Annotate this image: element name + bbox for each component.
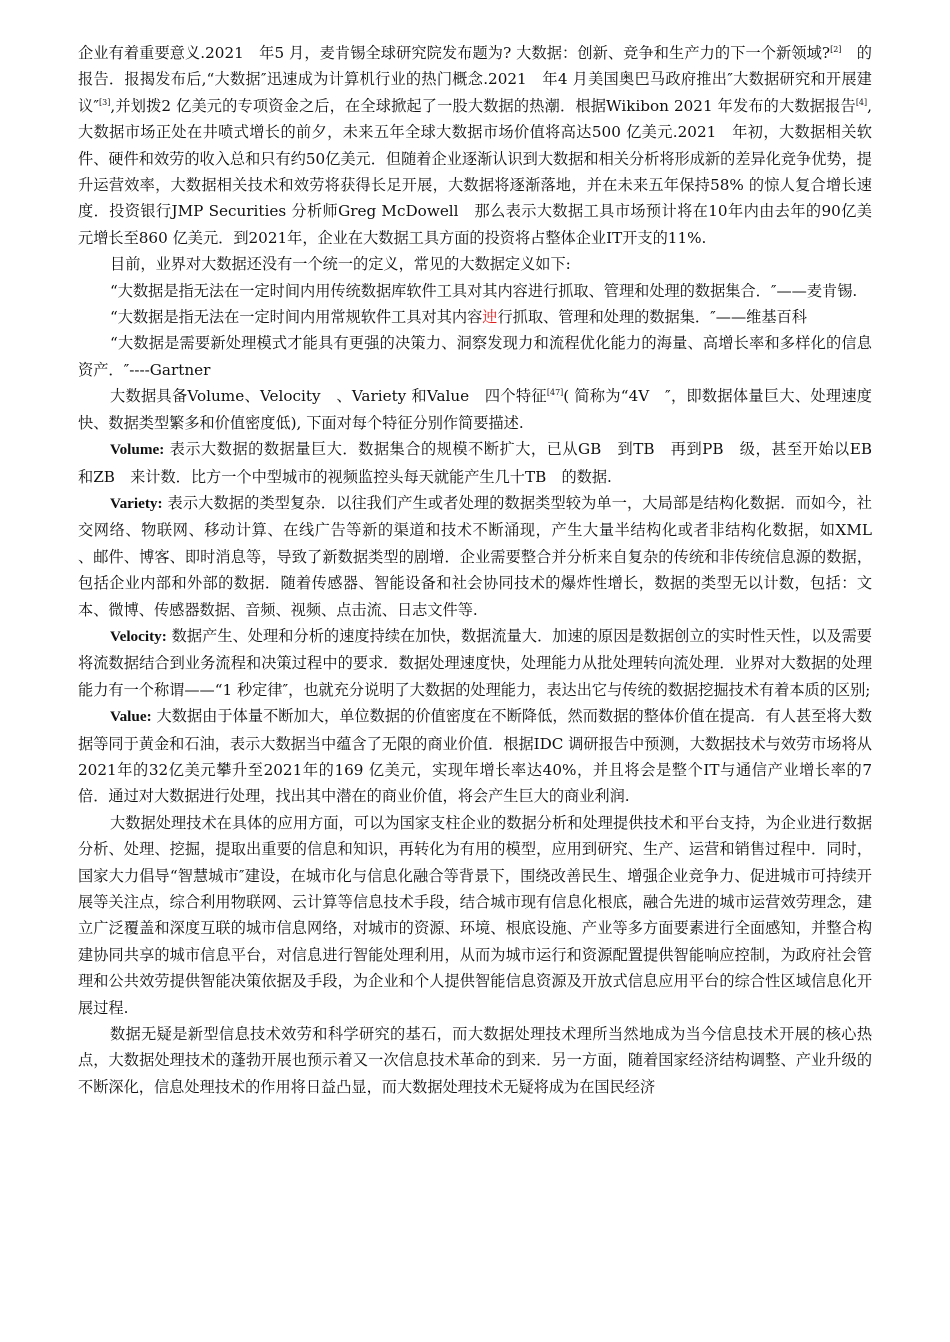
paragraph-velocity [78,623,872,703]
text-run: “大数据是指无法在一定时间内用常规软件工具对其内容 [110,308,483,327]
citation-ref[interactable]: [2] [830,44,842,54]
highlighted-char: 迚 [482,308,498,327]
quote-mckinsey: “大数据是指无法在一定时间内用传统数据库软件工具对其内容进行抓取、管理和处理的数据集合．″——麦肯锡. [110,281,858,300]
citation-ref[interactable]: [4] [855,97,868,107]
term-label: Velocity: [110,627,167,645]
paragraph-variety [78,490,888,623]
paragraph-definitions-intro: 目前，业界对大数据还没有一个统一的定义，常见的大数据定义如下: [110,255,571,274]
paragraph-applications: 大数据处理技术在具体的应用方面，可以为国家支柱企业的数据分析和处理提供技术和平台支持，为企业进行数据分析、处理、挖掘，提取出重要的信息和知识，再转化为有用的模型，应用到研究、生产、运营和销售过程中．同时，国家大力倡导“智慧城市″建设，在城市化与信息化融合等背景下，围绕改善民生、增强企业竞争力、促进城市可持续开展等关注点，综合利用物联网、云计算等信息技术手段，结合城市现有信息化根底，融合先进的城市运营效劳理念，建立广泛覆盖和深度互联的城市信息网络，对城市的资源、环境、根底设施、产业等多方面要素进行全面感知，并整合构建协同共享的城市信息平台，对信息进行智能处理利用，从而为城市运行和资源配置提供智能响应控制，为政府社会管理和公共效劳提供智能决策依据及手段，为企业和个人提供智能信息资源及开放式信息应用平台的综合性区域信息化开展过程. [78,813,872,1017]
paragraph-market-intro [78,40,872,251]
term-label: Variety: [110,494,163,512]
text-run: ,并划拨2 亿美元的专项资金之后，在全球掀起了一股大数据的热潮．根据Wikibon 2021 年发布的大数据报告 [110,96,856,115]
text-run: 大数据具备Volume、Velocity 、Variety 和Value 四个特征 [110,387,547,406]
text-run: 表示大数据的数据量巨大．数据集合的规模不断扩大，已从GB 到TB 再到PB 级，甚至开始以EB 和ZB 来计数．比方一个中型城市的视频监控头每天就能产生几十TB 的数据. [78,440,888,486]
paragraph-value [78,703,872,810]
citation-ref[interactable]: [3] [99,97,111,107]
document-page [78,40,888,1100]
quote-gartner: “大数据是需要新处理模式才能具有更强的决策力、洞察发现力和流程优化能力的海量、高增长率和多样化的信息资产．″----Gartner [78,334,872,379]
quote-wikipedia [78,304,872,330]
text-run: 行抓取、管理和处理的数据集．″——维基百科 [497,308,807,327]
term-label: Volume: [110,441,165,459]
paragraph-volume [78,436,888,490]
term-label: Value: [110,708,152,726]
text-run: ,大数据市场正处在井喷式增长的前夕，未来五年全球大数据市场价值将高达500 亿美元.2021 年初，大数据相关软件、硬件和效劳的收入总和只有约50亿美元．但随着企业逐渐认识到大数据和相关分析将形成新的差异化竞争优势，提升运营效率，大数据相关技术和效劳将获得长足开展，大数据将逐渐落地，并在未来五年保持58% 的惊人复合增长速度．投资银行JMP Securities 分析师Greg McDowell 那么表示大数据工具市场预计将在10年内由去年的90亿美元增长至860 亿美元．到2021年，企业在大数据工具方面的投资将占整体企业IT开支的11%. [78,96,872,247]
paragraph-significance: 数据无疑是新型信息技术效劳和科学研究的基石，而大数据处理技术理所当然地成为当今信息技术开展的核心热点，大数据处理技术的蓬勃开展也预示着又一次信息技术革命的到来．另一方面，随着国家经济结构调整、产业升级的不断深化，信息处理技术的作用将日益凸显，而大数据处理技术无疑将成为在国民经济 [78,1025,872,1096]
text-run: 数据产生、处理和分析的速度持续在加快，数据流量大．加速的原因是数据创立的实时性天性，以及需要将流数据结合到业务流程和决策过程中的要求．数据处理速度快，处理能力从批处理转向流处理．业界对大数据的处理能力有一个称谓——“1 秒定律″，也就充分说明了大数据的处理能力，表达出它与传统的数据挖掘技术有着本质的区别; [78,626,872,699]
text-run: 表示大数据的类型复杂．以往我们产生或者处理的数据类型较为单一，大局部是结构化数据．而如今，社交网络、物联网、移动计算、在线广告等新的渠道和技术不断涌现，产生大量半结构化或者非结构化数据，如XML 、邮件、博客、即时消息等，导致了新数据类型的剧增．企业需要整合并分析来自复杂的传统和非传统信息源的数据，包括企业内部和外部的数据．随着传感器、智能设备和社会协同技术的爆炸性增长，数据的类型无以计数，包括：文本、微博、传感器数据、音频、视频、点击流、日志文件等. [78,493,888,619]
text-run: ( 简称为“4V ″，即数据体量巨大、处理速度快、数据类型繁多和价值密度低), 下面对每个特征分别作简要描述. [78,387,872,432]
text-run: 大数据由于体量不断加大，单位数据的价值密度在不断降低，然而数据的整体价值在提高．有人甚至将大数据等同于黄金和石油，表示大数据当中蕴含了无限的商业价值．根据IDC 调研报告中预测，大数据技术与效劳市场将从2021年的32亿美元攀升至2021年的169 亿美元，实现年增长率达40%，并且将会是整个IT与通信产业增长率的7 倍．通过对大数据进行处理，找出其中潜在的商业价值，将会产生巨大的商业利润. [78,707,872,806]
citation-ref[interactable]: [47] [546,388,564,398]
text-run: 的报告．报揭发布后,“大数据″迅速成为计算机行业的热门概念.2021 年4 月美国奥巴马政府推出″大数据研究和开展建议″ [78,44,872,115]
paragraph-4v [78,383,872,436]
text-run: 企业有着重要意义.2021 年5 月，麦肯锡全球研究院发布题为? 大数据：创新、竞争和生产力的下一个新领域? [78,44,831,62]
